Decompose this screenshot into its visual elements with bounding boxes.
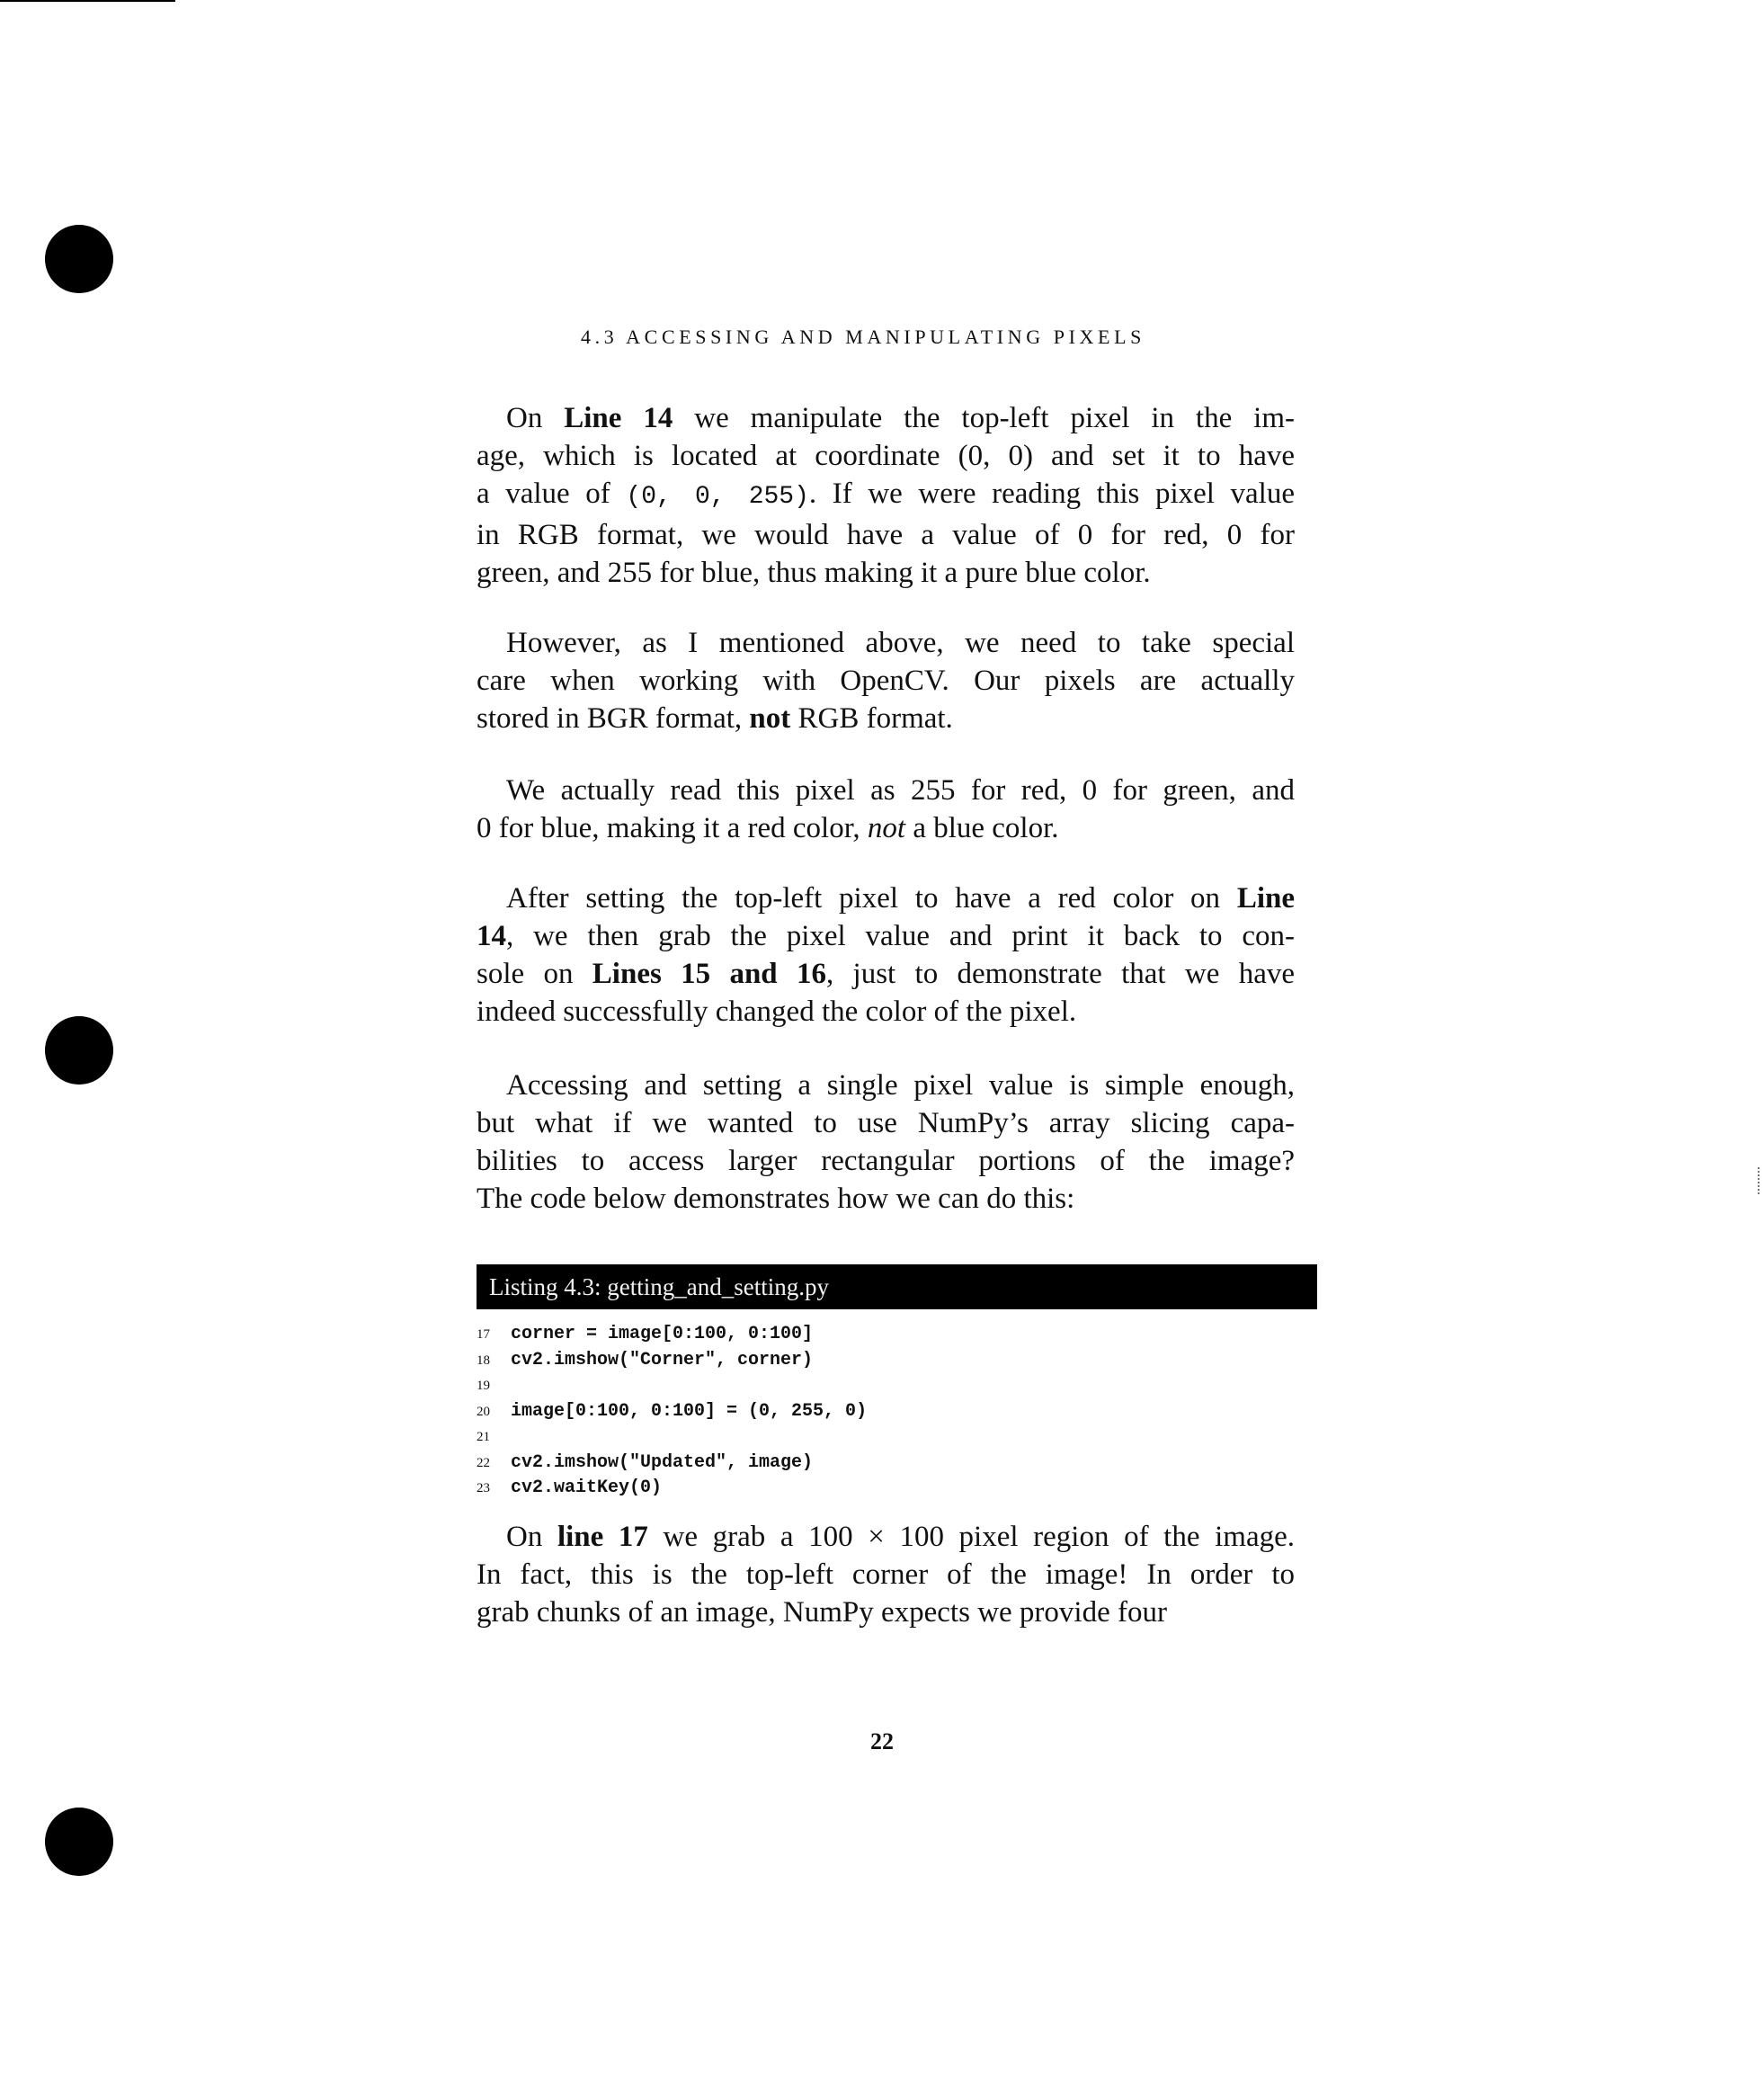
code-line [477,1322,1317,1348]
text-line [477,917,1295,955]
punch-hole-bottom [45,1808,113,1876]
code-listing [477,1322,1317,1502]
code-line-number: 20 [477,1404,490,1419]
code-line-number: 23 [477,1481,490,1495]
text-run: The code below demonstrates how we can do this: [477,1183,1075,1215]
text-line [477,1067,1295,1104]
text-run: indeed successfully changed the color of the pixel. [477,995,1077,1028]
text-run: green, and 255 for blue, thus making it a pure blue color. [477,557,1151,589]
paragraph-array-slicing [477,1067,1295,1218]
text-line [477,1556,1295,1593]
paragraph-line-14 [477,399,1295,592]
paragraph-red-color [477,772,1295,847]
text-run: 0 for blue, making it a red color, [477,812,868,844]
text-run: On [506,402,565,434]
code-line-number: 17 [477,1327,490,1342]
code-line [477,1373,1317,1399]
top-rule [0,0,175,2]
listing-caption: Listing 4.3: getting_and_setting.py [477,1264,1317,1309]
text-line [477,399,1295,437]
code-text: corner = image[0:100, 0:100] [511,1324,814,1344]
code-text: cv2.waitKey(0) [511,1477,663,1498]
text-run: bilities to access larger rectangular portions of the image? [477,1145,1295,1177]
text-run: but what if we wanted to use NumPy’s array slicing capa- [477,1107,1295,1139]
code-text: cv2.imshow("Corner", corner) [511,1349,814,1370]
code-line [477,1476,1317,1502]
bold-reference: 14 [477,920,506,952]
text-run: a value of [477,478,627,510]
text-run: , just to demonstrate that we have [825,958,1295,990]
text-line [477,554,1295,592]
text-line [477,809,1295,847]
text-line [477,955,1295,993]
text-line [477,993,1295,1031]
text-run: sole on [477,958,592,990]
code-line-number: 21 [477,1430,490,1444]
paragraph-line-17 [477,1518,1295,1631]
code-line-number: 22 [477,1455,490,1470]
inline-code: (0, 0, 255) [626,483,809,511]
text-run: On [506,1521,557,1553]
margin-scan-marks [1758,1167,1763,1194]
punch-hole-middle [45,1016,113,1085]
text-run: stored in BGR format, [477,702,750,735]
code-text: image[0:100, 0:100] = (0, 255, 0) [511,1400,868,1422]
text-run: we grab a 100 × 100 pixel region of the image. [647,1521,1295,1553]
text-run: After setting the top-left pixel to have a red color on [506,882,1237,915]
code-line [477,1424,1317,1451]
bold-reference: Line [1236,882,1295,915]
text-line [477,879,1295,917]
emphasis-text: not [867,812,906,844]
text-line [477,475,1295,516]
text-run: RGB format. [790,702,953,735]
text-line [477,624,1295,662]
text-line [477,516,1295,554]
text-line [477,1180,1295,1218]
punch-hole-top [45,225,113,293]
text-run: , we then grab the pixel value and print it back to con- [506,920,1295,952]
text-run: Accessing and setting a single pixel value is simple enough, [506,1069,1295,1102]
paragraph-lines-15-16 [477,879,1295,1031]
running-head: 4.3 ACCESSING AND MANIPULATING PIXELS [581,326,1145,348]
code-line-number: 19 [477,1379,490,1393]
text-line [477,1593,1295,1631]
text-run: In fact, this is the top-left corner of the image! In order to [477,1558,1295,1591]
text-line [477,772,1295,809]
text-line [477,700,1295,737]
text-line [477,662,1295,700]
bold-reference: Line 14 [564,402,673,434]
text-run: we manipulate the top-left pixel in the im- [673,402,1295,434]
text-run: However, as I mentioned above, we need to take special [506,627,1295,659]
code-line [477,1451,1317,1477]
bold-reference: not [749,702,791,735]
text-line [477,437,1295,475]
text-run: . If we were reading this pixel value [808,478,1295,510]
bold-reference: Lines 15 and 16 [592,958,826,990]
code-line-number: 18 [477,1352,490,1368]
text-run: age, which is located at coordinate (0, 0) and set it to have [477,440,1295,472]
text-run: grab chunks of an image, NumPy expects we provide four [477,1596,1167,1629]
paragraph-bgr-note [477,624,1295,737]
text-run: We actually read this pixel as 255 for red, 0 for green, and [506,774,1295,807]
code-line [477,1348,1317,1374]
page-number: 22 [870,1728,894,1754]
bold-reference: line 17 [557,1521,648,1553]
code-line [477,1399,1317,1425]
text-line [477,1142,1295,1180]
text-line [477,1104,1295,1142]
text-run: care when working with OpenCV. Our pixels are actually [477,665,1295,697]
code-text: cv2.imshow("Updated", image) [511,1451,814,1473]
text-line [477,1518,1295,1556]
text-run: in RGB format, we would have a value of 0 for red, 0 for [477,519,1295,551]
text-run: a blue color. [905,812,1059,844]
